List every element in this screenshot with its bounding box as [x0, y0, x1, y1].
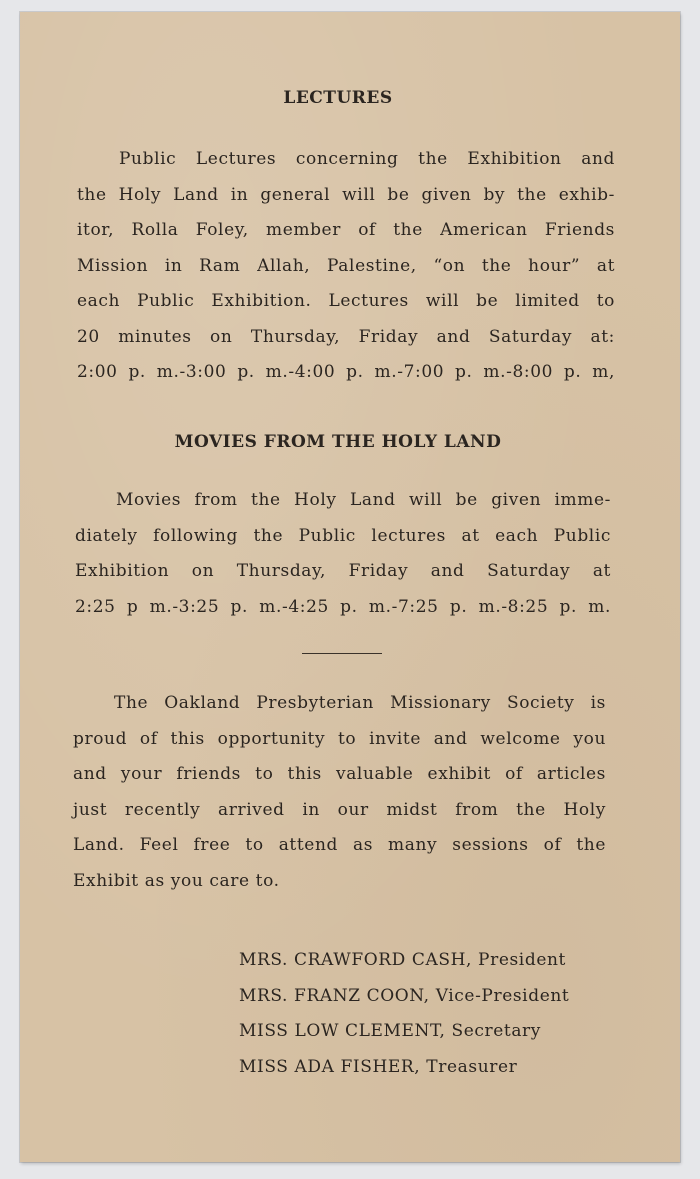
text-line: 2:25 p m.-3:25 p. m.-4:25 p. m.-7:25 p. m.-8:25 p. m. [75, 596, 611, 617]
document-page [20, 12, 680, 1162]
text-line: Mission in Ram Allah, Palestine, “on the hour” at [77, 255, 615, 276]
text-line: diately following the Public lectures at each Public [75, 525, 611, 546]
officer-treasurer: MISS ADA FISHER, Treasurer [239, 1056, 518, 1077]
text-line: Public Lectures concerning the Exhibition and [119, 149, 615, 169]
movies-paragraph [75, 490, 611, 632]
text-line: and your friends to this valuable exhibit of articles [73, 764, 606, 784]
officer-vice-president: MRS. FRANZ COON, Vice-President [239, 985, 570, 1006]
text-line: 20 minutes on Thursday, Friday and Saturday at: [77, 326, 615, 347]
officer-signatures [239, 950, 569, 1092]
text-line: Exhibition on Thursday, Friday and Saturday at [75, 561, 611, 581]
society-paragraph [73, 693, 606, 906]
text-line: the Holy Land in general will be given by the exhib- [77, 184, 615, 205]
lectures-paragraph [77, 149, 615, 398]
text-line: Land. Feel free to attend as many sessions of the [73, 835, 606, 855]
text-line: Movies from the Holy Land will be given imme- [116, 490, 611, 510]
text-line: just recently arrived in our midst from the Holy [73, 799, 606, 820]
lectures-heading: LECTURES [283, 88, 393, 108]
text-line: Exhibit as you care to. [73, 870, 280, 891]
text-line: 2:00 p. m.-3:00 p. m.-4:00 p. m.-7:00 p. m.-8:00 p. m, [77, 362, 615, 382]
text-line: proud of this opportunity to invite and welcome you [73, 728, 606, 749]
text-line: The Oakland Presbyterian Missionary Society is [114, 693, 606, 713]
movies-heading: MOVIES FROM THE HOLY LAND [174, 432, 502, 452]
officer-president: MRS. CRAWFORD CASH, President [239, 950, 566, 970]
text-line: each Public Exhibition. Lectures will be limited to [77, 291, 615, 311]
section-divider [302, 653, 382, 654]
officer-secretary: MISS LOW CLEMENT, Secretary [239, 1021, 541, 1041]
text-line: itor, Rolla Foley, member of the American Friends [77, 220, 615, 240]
